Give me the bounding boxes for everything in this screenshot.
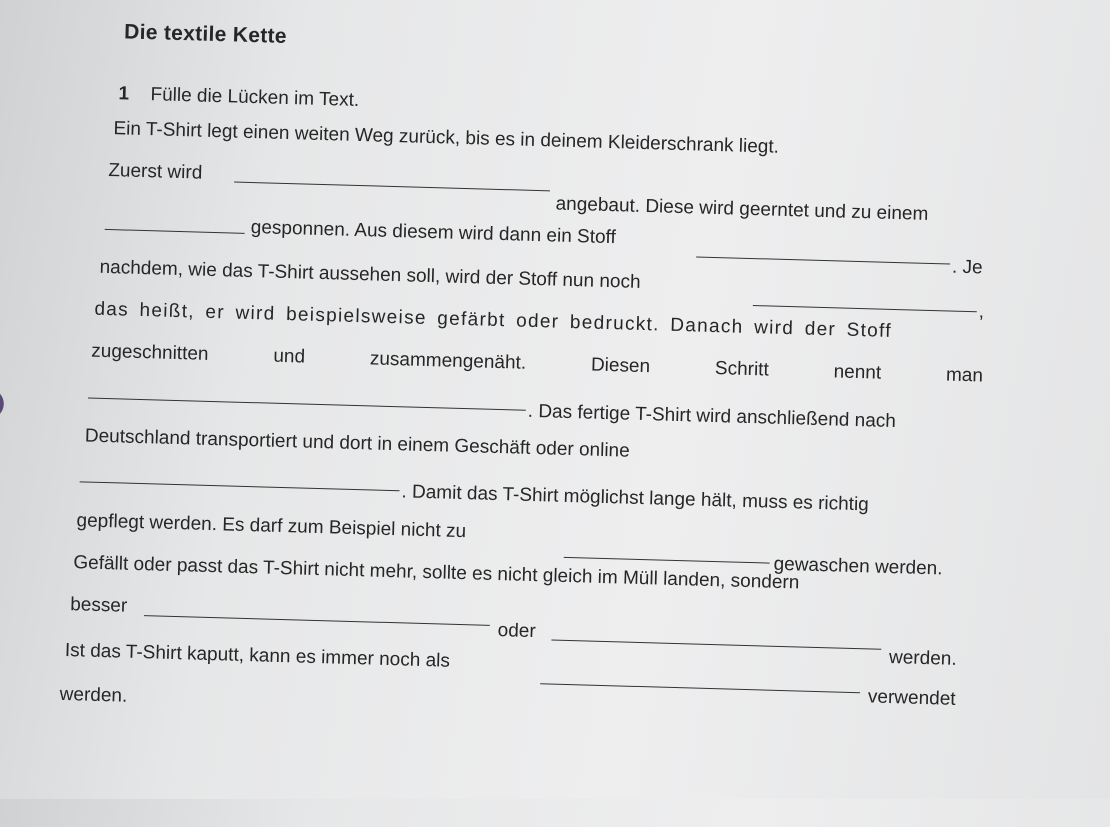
text-line-9: . Damit das T-Shirt möglichst lange hält, muss es richtig — [401, 481, 870, 516]
word: man — [945, 364, 984, 387]
text-line-4a: nachdem, wie das T-Shirt aussehen soll, wird der Stoff nun noch — [99, 256, 641, 293]
answer-blank-8[interactable] — [144, 615, 490, 626]
text-line-5 — [94, 298, 984, 347]
text-line-13a: Ist das T-Shirt kaputt, kann es immer noch als — [64, 639, 451, 672]
text-line-12b: oder — [497, 620, 536, 643]
answer-blank-1[interactable] — [234, 182, 550, 192]
worksheet-title: Die textile Kette — [123, 20, 288, 48]
task-instruction: Fülle die Lücken im Text. — [150, 84, 360, 111]
answer-blank-7[interactable] — [564, 557, 770, 564]
word: Schritt — [714, 358, 770, 381]
answer-blank-4[interactable] — [753, 305, 977, 312]
text-line-13b: verwendet — [867, 686, 956, 710]
punch-hole — [0, 388, 4, 419]
text-line-10a: gepflegt werden. Es darf zum Beispiel nicht zu — [76, 510, 467, 543]
text-line-3a: gesponnen. Aus diesem wird dann ein Stoff — [250, 217, 617, 249]
word: zugeschnitten — [91, 340, 209, 365]
answer-blank-6[interactable] — [80, 481, 400, 491]
text-line-8: Deutschland transportiert und dort in einem Geschäft oder online — [84, 425, 630, 462]
text-line-10b: gewaschen werden. — [773, 553, 943, 580]
answer-blank-3[interactable] — [696, 256, 950, 264]
word: und — [273, 345, 306, 368]
word: Diesen — [590, 354, 651, 378]
text-line-7: . Das fertige T-Shirt wird anschließend nach — [527, 400, 897, 433]
answer-blank-9[interactable] — [551, 640, 881, 650]
answer-blank-10[interactable] — [540, 683, 860, 693]
text-line-2b: angebaut. Diese wird geerntet und zu einem — [555, 193, 929, 225]
text-line-14: werden. — [59, 683, 128, 707]
text-line-2a: Zuerst wird — [108, 160, 203, 184]
text-line-1: Ein T-Shirt legt einen weiten Weg zurück, bis es in deinem Kleiderschrank liegt. — [113, 118, 780, 158]
text-line-5-content: das heißt, er wird beispielsweise gefärbt oder bedruckt. Danach wird der Stoff — [94, 298, 893, 342]
word: nennt — [833, 361, 882, 384]
text-line-11: Gefällt oder passt das T-Shirt nicht mehr, sollte es nicht gleich im Müll landen, sondern — [73, 552, 800, 594]
answer-blank-2[interactable] — [105, 229, 245, 234]
text-line-12c: werden. — [888, 646, 957, 670]
answer-blank-5[interactable] — [88, 398, 526, 411]
text-line-12a: besser — [69, 594, 128, 617]
task-number: 1 — [118, 83, 130, 105]
text-line-6 — [91, 340, 983, 389]
text-line-3b: . Je — [951, 256, 983, 279]
word: zusammengenäht. — [369, 348, 527, 374]
text-line-4b: , — [978, 301, 985, 323]
